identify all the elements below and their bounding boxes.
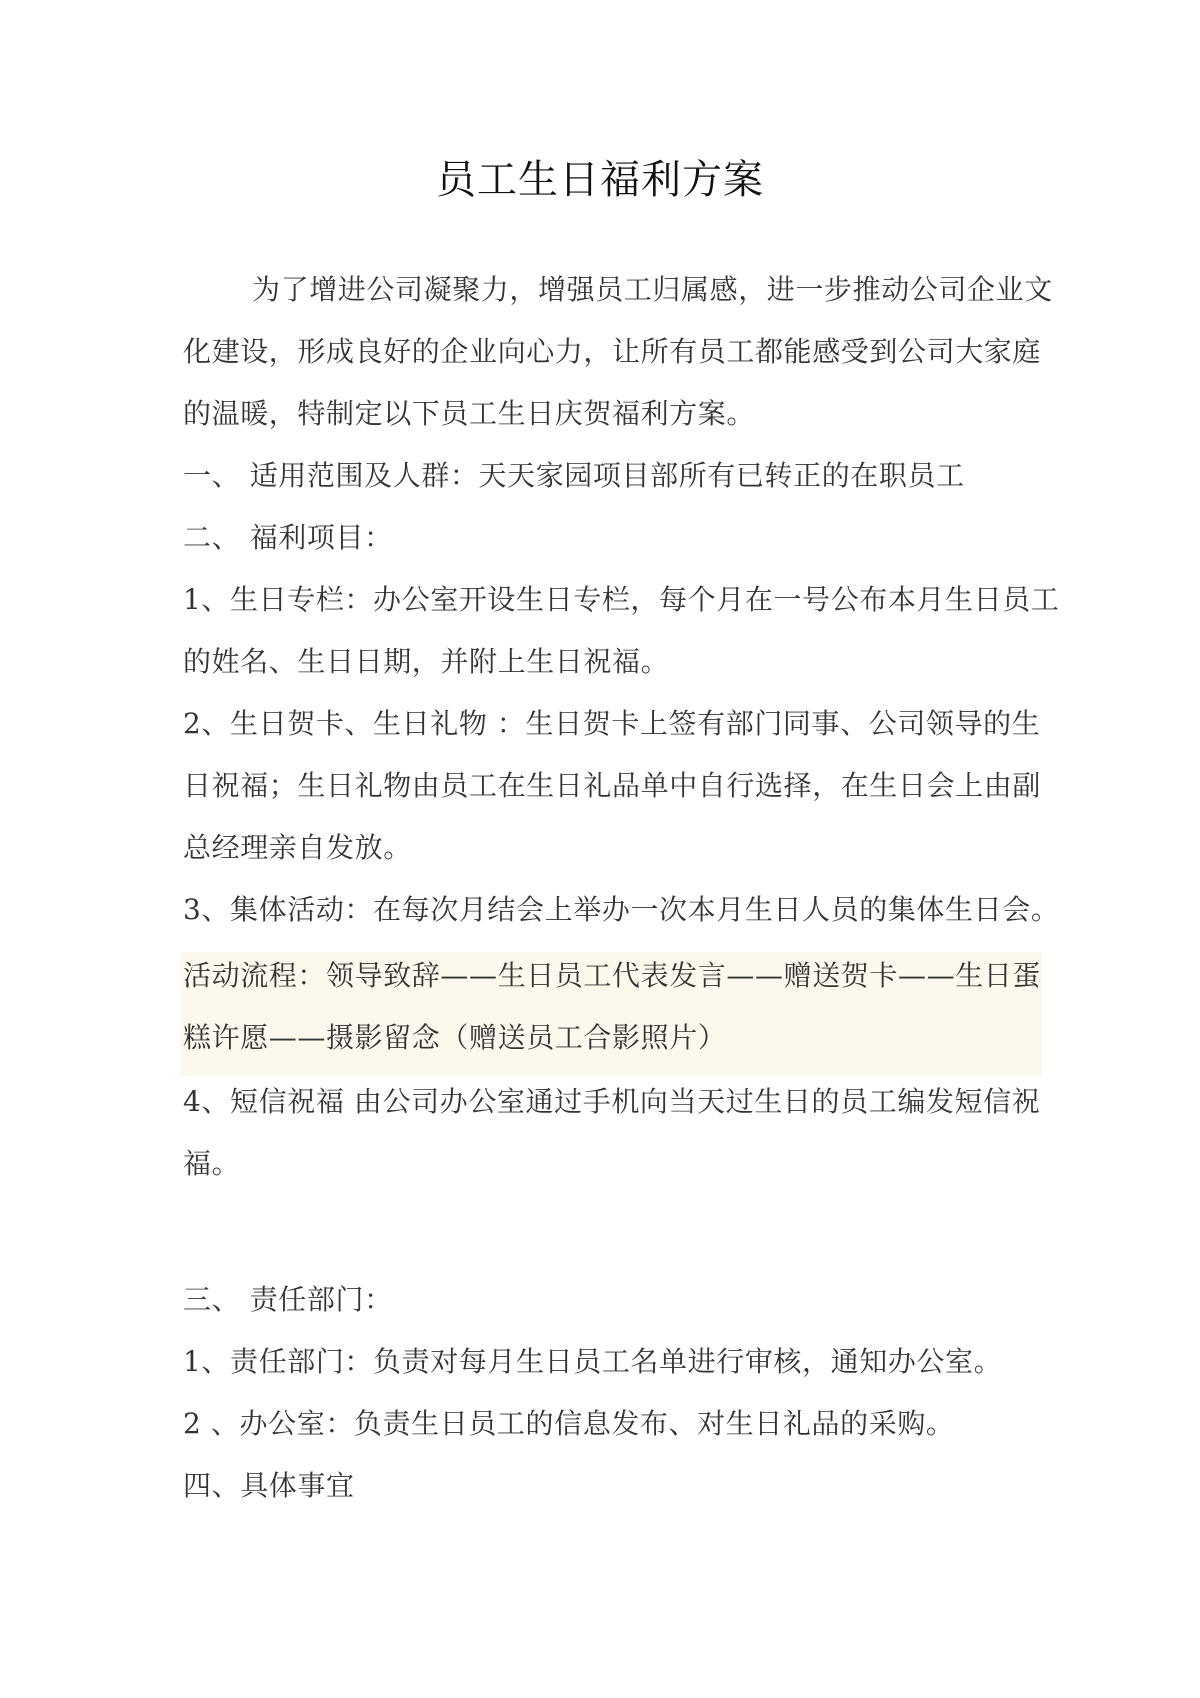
section-benefits-heading: 二、 福利项目： [183,521,393,554]
section-responsibility-heading: 三、 责任部门： [183,1283,393,1316]
item-card-gift-line-3: 总经理亲自发放。 [183,831,412,864]
item-birthday-column-line-1: 1、生日专栏：办公室开设生日专栏，每个月在一号公布本月生日员工 [183,583,1060,616]
section-scope-heading: 一、 适用范围及人群：天天家园项目部所有已转正的在职员工 [183,459,965,492]
section-details-heading: 四、具体事宜 [183,1469,355,1502]
item-card-gift-line-2: 日祝福；生日礼物由员工在生日礼品单中自行选择，在生日会上由副 [183,769,1042,802]
intro-line-2: 化建设，形成良好的企业向心力，让所有员工都能感受到公司大家庭 [183,335,1042,368]
responsibility-office: 2 、办公室：负责生日员工的信息发布、对生日礼品的采购。 [183,1407,955,1440]
intro-line-1: 为了增进公司凝聚力，增强员工归属感，进一步推动公司企业文 [252,273,1053,306]
activity-process-line-1: 活动流程：领导致辞——生日员工代表发言——赠送贺卡——生日蛋 [183,959,1042,992]
item-birthday-column-line-2: 的姓名、生日日期，并附上生日祝福。 [183,645,670,678]
responsibility-department: 1、责任部门：负责对每月生日员工名单进行审核，通知办公室。 [183,1345,1003,1378]
item-group-activity: 3、集体活动：在每次月结会上举办一次本月生日人员的集体生日会。 [183,893,1060,926]
intro-line-3: 的温暖，特制定以下员工生日庆贺福利方案。 [183,397,756,430]
item-sms-line-2: 福。 [183,1147,241,1180]
item-card-gift-line-1: 2、生日贺卡、生日礼物 ：生日贺卡上签有部门同事、公司领导的生 [183,707,1041,740]
item-sms-line-1: 4、短信祝福 由公司办公室通过手机向当天过生日的员工编发短信祝 [183,1085,1041,1118]
page-title: 员工生日福利方案 [436,157,764,203]
activity-process-line-2: 糕许愿——摄影留念（赠送员工合影照片） [183,1021,727,1054]
